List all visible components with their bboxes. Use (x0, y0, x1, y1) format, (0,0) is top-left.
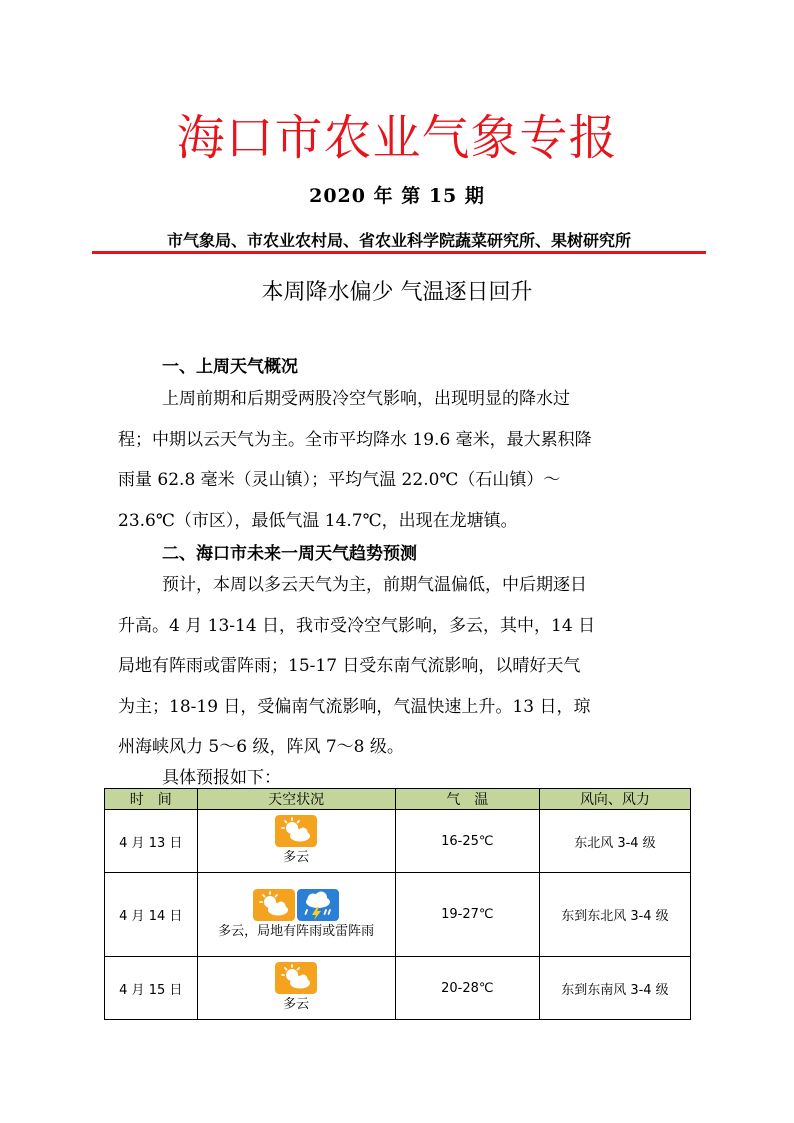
table-header-row (105, 789, 691, 810)
header-divider (92, 251, 706, 254)
issue-number: 2020 年 第 15 期 (309, 185, 485, 207)
wind-cell: 东到东南风 3-4 级 (539, 957, 690, 1020)
thunder-shower-icon (297, 889, 339, 921)
date-cell: 4 月 13 日 (105, 810, 198, 873)
sky-cell (197, 957, 395, 1020)
section2-paragraph (118, 565, 678, 768)
column-header-sky: 天空状况 (197, 789, 395, 810)
section1-paragraph (118, 379, 678, 541)
table-row (105, 957, 691, 1020)
headline: 本周降水偏少 气温逐日回升 (261, 280, 533, 305)
table-row (105, 810, 691, 873)
partly-cloudy-icon (275, 815, 317, 847)
temp-cell: 19-27℃ (395, 873, 539, 957)
paragraph-line: 州海峡风力 5～6 级，阵风 7～8 级。 (118, 737, 404, 757)
column-header-time: 时 间 (105, 789, 198, 810)
wind-cell: 东到东北风 3-4 级 (539, 873, 690, 957)
column-header-wind: 风向、风力 (539, 789, 690, 810)
temp-cell: 20-28℃ (395, 957, 539, 1020)
sky-text: 多云 (283, 997, 310, 1012)
partly-cloudy-icon (275, 962, 317, 994)
sky-cell (197, 873, 395, 957)
paragraph-line: 预计，本周以多云天气为主，前期气温偏低，中后期逐日 (162, 575, 587, 595)
paragraph-line: 升高。4 月 13-14 日，我市受冷空气影响，多云，其中，14 日 (118, 615, 596, 636)
date-cell: 4 月 15 日 (105, 957, 198, 1020)
paragraph-line: 局地有阵雨或雷阵雨；15-17 日受东南气流影响，以晴好天气 (118, 656, 581, 676)
temp-cell: 16-25℃ (395, 810, 539, 873)
paragraph-line: 为主；18-19 日，受偏南气流影响，气温快速上升。13 日，琼 (118, 696, 591, 717)
date-cell: 4 月 14 日 (105, 873, 198, 957)
section2-heading: 二、海口市未来一周天气趋势预测 (162, 544, 417, 564)
sky-text: 多云 (283, 850, 310, 865)
sky-text: 多云，局地有阵雨或雷阵雨 (218, 923, 375, 939)
sky-cell (197, 810, 395, 873)
issuing-agencies: 市气象局、市农业农村局、省农业科学院蔬菜研究所、果树研究所 (166, 231, 631, 250)
table-row (105, 873, 691, 957)
paragraph-line: 上周前期和后期受两股冷空气影响，出现明显的降水过 (162, 389, 570, 409)
paragraph-line: 23.6℃（市区），最低气温 14.7℃，出现在龙塘镇。 (118, 510, 518, 531)
bulletin-title: 海口市农业气象专报 (176, 110, 618, 166)
section1-heading: 一、上周天气概况 (162, 357, 298, 377)
column-header-temp: 气 温 (395, 789, 539, 810)
forecast-table (104, 788, 691, 1020)
table-intro: 具体预报如下： (162, 768, 281, 788)
partly-cloudy-icon (253, 889, 295, 921)
paragraph-line: 程；中期以云天气为主。全市平均降水 19.6 毫米，最大累积降 (118, 429, 592, 450)
wind-cell: 东北风 3-4 级 (539, 810, 690, 873)
paragraph-line: 雨量 62.8 毫米（灵山镇）；平均气温 22.0℃（石山镇）～ (118, 470, 561, 490)
